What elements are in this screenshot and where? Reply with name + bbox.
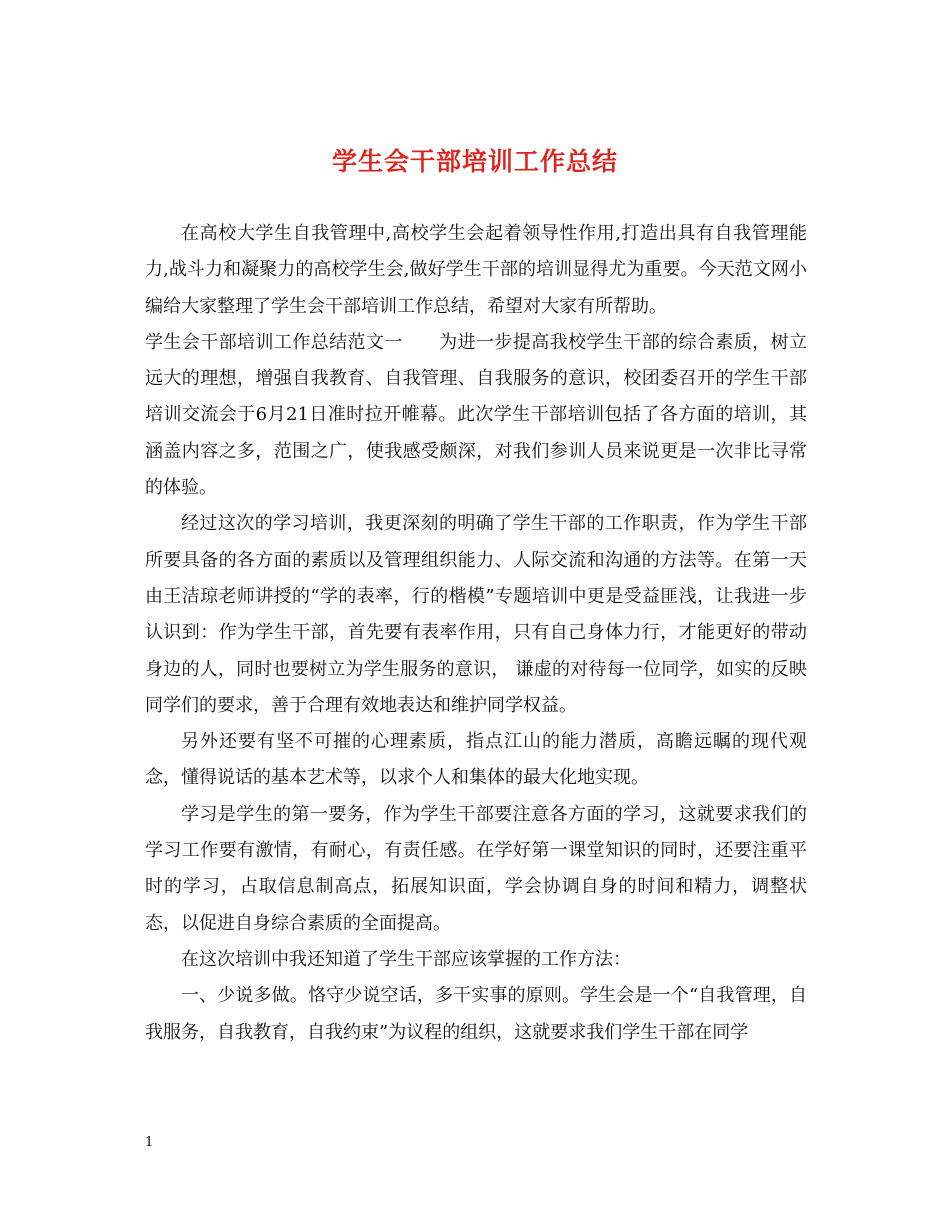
paragraph-method-one: 一、少说多做。恪守少说空话，多干实事的原则。学生会是一个“自我管理，自我服务，自我教育，自我约束”为议程的组织，这就要求我们学生干部在同学 xyxy=(145,985,807,1043)
document-title: 学生会干部培训工作总结 xyxy=(331,147,618,176)
section-one-text: 为进一步提高我校学生干部的综合素质，树立远大的理想，增强自我教育、自我管理、自我服务的意识，校团委召开的学生干部培训交流会于6月21日准时拉开帷幕。此次学生干部培训包括了各方面的培训，其涵盖内容之多，范围之广，使我感受颇深，对我们参训人员来说更是一次非比寻常的体验。 xyxy=(145,331,807,499)
paragraph-section-one xyxy=(145,325,807,506)
paragraph-responsibilities: 经过这次的学习培训，我更深刻的明确了学生干部的工作职责，作为学生干部所要具备的各方面的素质以及管理组织能力、人际交流和沟通的方法等。在第一天由王洁琼老师讲授的“学的表率，行的楷模”专题培训中更是受益匪浅，让我进一步认识到：作为学生干部，首先要有表率作用，只有自己身体力行，才能更好的带动身边的人，同时也要树立为学生服务的意识， 谦虚的对待每一位同学，如实的反映同学们的要求，善于合理有效地表达和维护同学权益。 xyxy=(145,513,807,716)
paragraph-study: 学习是学生的第一要务，作为学生干部要注意各方面的学习，这就要求我们的学习工作要有激情，有耐心，有责任感。在学好第一课堂知识的同时，还要注重平时的学习，占取信息制高点，拓展知识面，学会协调自身的时间和精力，调整状态，以促进自身综合素质的全面提高。 xyxy=(145,803,807,934)
document-body xyxy=(145,216,807,1051)
page-number: 1 xyxy=(145,1135,154,1150)
paragraph-methods-intro: 在这次培训中我还知道了学生干部应该掌握的工作方法： xyxy=(181,948,631,970)
paragraph-intro: 在高校大学生自我管理中,高校学生会起着领导性作用,打造出具有自我管理能力,战斗力和凝聚力的高校学生会,做好学生干部的培训显得尤为重要。今天范文网小编给大家整理了学生会干部培训工作总结，希望对大家有所帮助。 xyxy=(145,223,807,317)
section-heading: 学生会干部培训工作总结范文一 xyxy=(145,331,403,353)
paragraph-psychology: 另外还要有坚不可摧的心理素质，指点江山的能力潜质，高瞻远瞩的现代观念，懂得说话的基本艺术等，以求个人和集体的最大化地实现。 xyxy=(145,731,807,789)
